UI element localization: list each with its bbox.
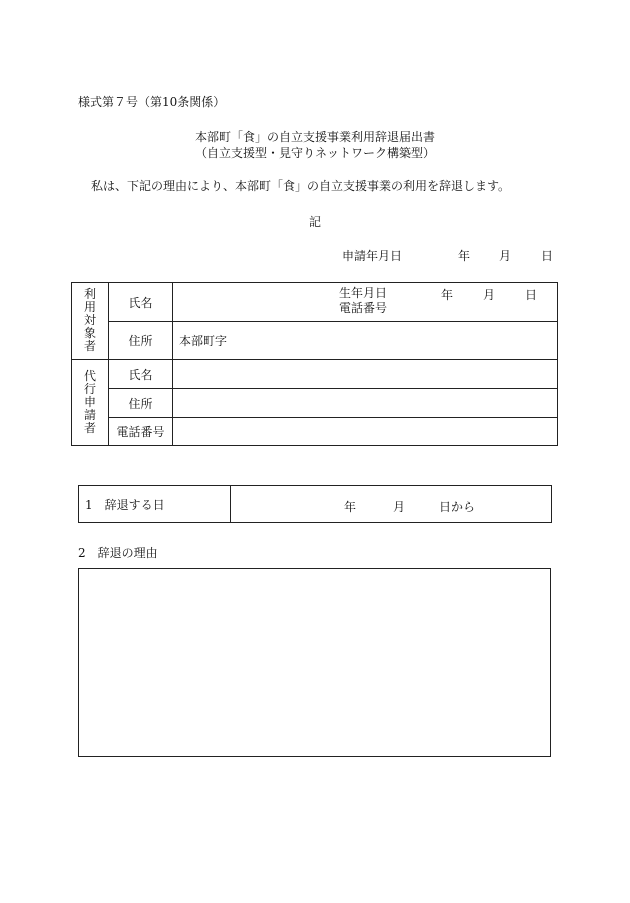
subject-address-label: 住所 [109,322,173,360]
subject-name-field[interactable] [173,283,558,322]
application-date-year[interactable]: 年 [458,249,471,263]
withdraw-date-field[interactable] [231,486,552,523]
subject-birth-label: 生年月日 [339,286,388,300]
application-date-month[interactable]: 月 [499,249,512,263]
withdraw-date-label: 1 辞退する日 [79,486,231,523]
subject-birth-year[interactable]: 年 [441,288,454,302]
proxy-phone-label: 電話番号 [109,418,173,446]
reason-field[interactable] [78,568,551,757]
subject-address-field[interactable]: 本部町字 [173,322,558,360]
proxy-name-label: 氏名 [109,360,173,389]
form-number: 様式第７号（第10条関係） [78,95,226,109]
withdraw-year[interactable]: 年 [344,500,357,514]
subject-birth-month[interactable]: 月 [483,288,496,302]
subject-name-label: 氏名 [109,283,173,322]
application-date-day[interactable]: 日 [541,249,554,263]
reason-label: 2 辞退の理由 [78,546,158,560]
intro-text: 私は、下記の理由により、本部町「食」の自立支援事業の利用を辞退します。 [91,179,511,193]
withdraw-month[interactable]: 月 [393,500,406,514]
proxy-address-field[interactable] [173,389,558,418]
proxy-name-field[interactable] [173,360,558,389]
proxy-phone-field[interactable] [173,418,558,446]
applicant-table [71,282,558,446]
withdraw-date-table [78,485,552,523]
proxy-group-label: 代行申請者 [72,360,109,446]
ki-marker: 記 [309,215,322,229]
withdraw-day-from[interactable]: 日から [439,500,476,514]
subject-group-label: 利用対象者 [72,283,109,360]
page-subtitle: （自立支援型・見守りネットワーク構築型） [194,146,435,160]
subject-birth-day[interactable]: 日 [525,288,538,302]
proxy-address-label: 住所 [109,389,173,418]
subject-phone-label: 電話番号 [339,301,388,315]
application-date-label: 申請年月日 [342,249,403,263]
page-title: 本部町「食」の自立支援事業利用辞退届出書 [194,130,435,144]
